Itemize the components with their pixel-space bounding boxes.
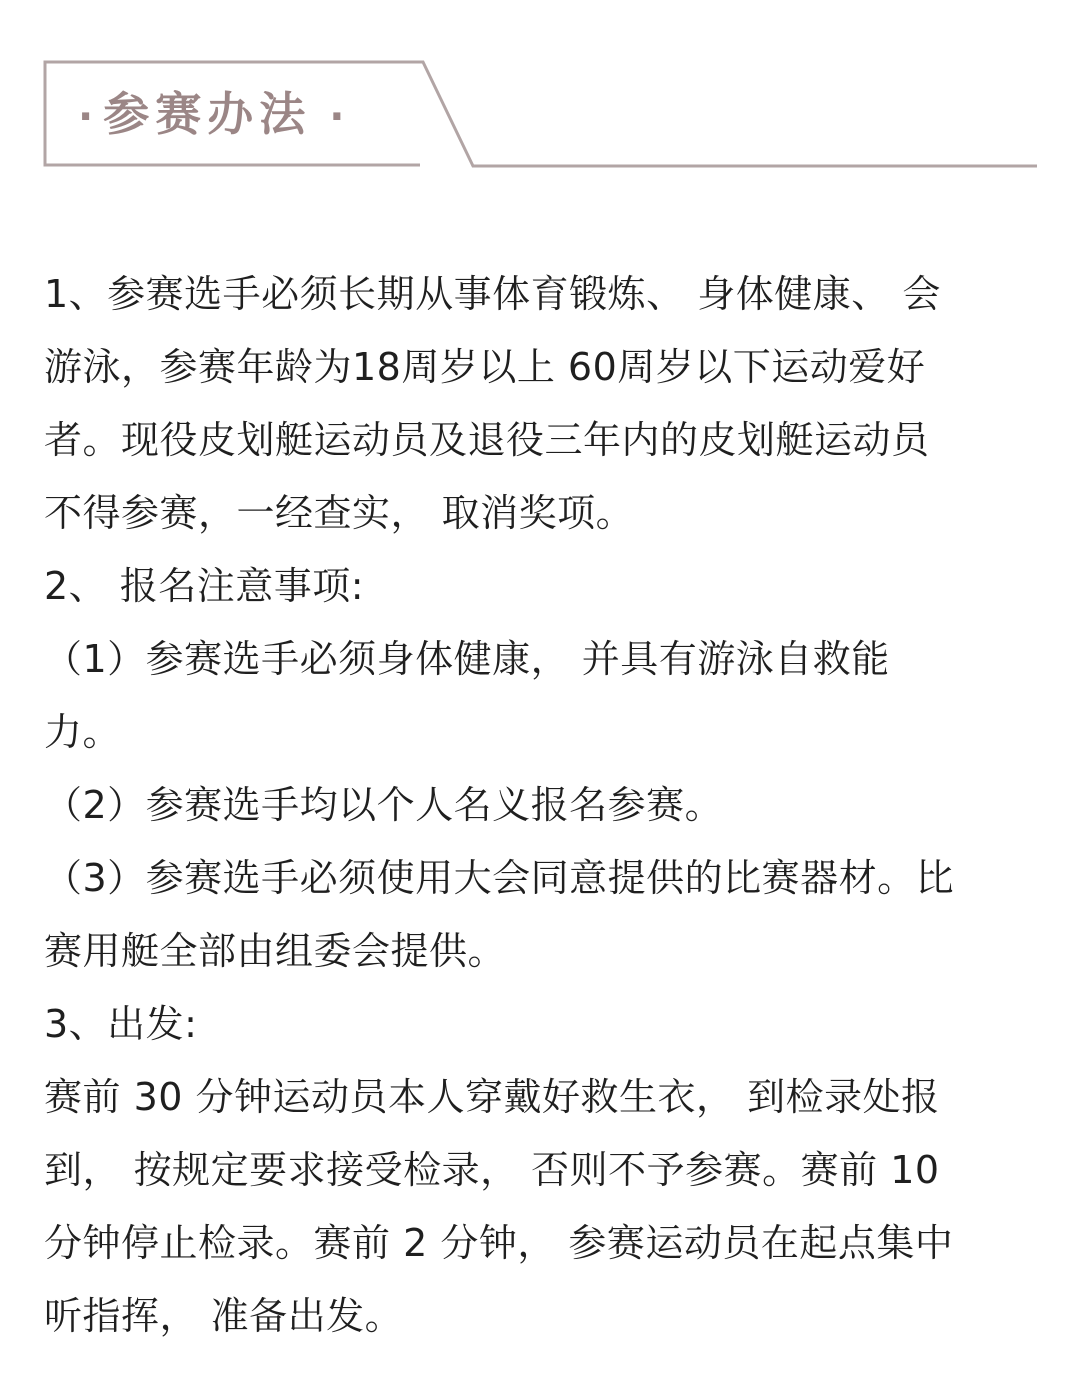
text-line: 赛用艇全部由组委会提供。	[44, 929, 507, 973]
title-dot-left: ·	[78, 94, 94, 140]
text-line: 力。	[44, 710, 122, 754]
text-line: 分钟停止检录。赛前 2 分钟， 参赛运动员在起点集中	[44, 1221, 954, 1265]
text-line: 者。现役皮划艇运动员及退役三年内的皮划艇运动员	[44, 418, 930, 462]
rules-body	[44, 258, 1039, 1353]
text-line: 到， 按规定要求接受检录， 否则不予参赛。赛前 10	[44, 1148, 940, 1192]
section-title-text: 参赛办法	[103, 87, 312, 141]
text-line: 2、 报名注意事项:	[44, 564, 365, 608]
text-line: 游泳，参赛年龄为18周岁以上 60周岁以下运动爱好	[44, 345, 926, 389]
title-dot-right: ·	[329, 94, 345, 140]
text-line: 赛前 30 分钟运动员本人穿戴好救生衣， 到检录处报	[44, 1075, 940, 1119]
text-line: （2）参赛选手均以个人名义报名参赛。	[44, 783, 724, 827]
text-line: 3、出发:	[44, 1002, 198, 1046]
section-title	[78, 82, 344, 146]
text-line: 1、参赛选手必须长期从事体育锻炼、 身体健康、 会	[44, 272, 941, 316]
text-line: 听指挥， 准备出发。	[44, 1294, 404, 1338]
text-line: 不得参赛，一经查实， 取消奖项。	[44, 491, 635, 535]
text-line: （3）参赛选手必须使用大会同意提供的比赛器材。比	[44, 856, 955, 900]
text-line: （1）参赛选手必须身体健康， 并具有游泳自救能	[44, 637, 890, 681]
